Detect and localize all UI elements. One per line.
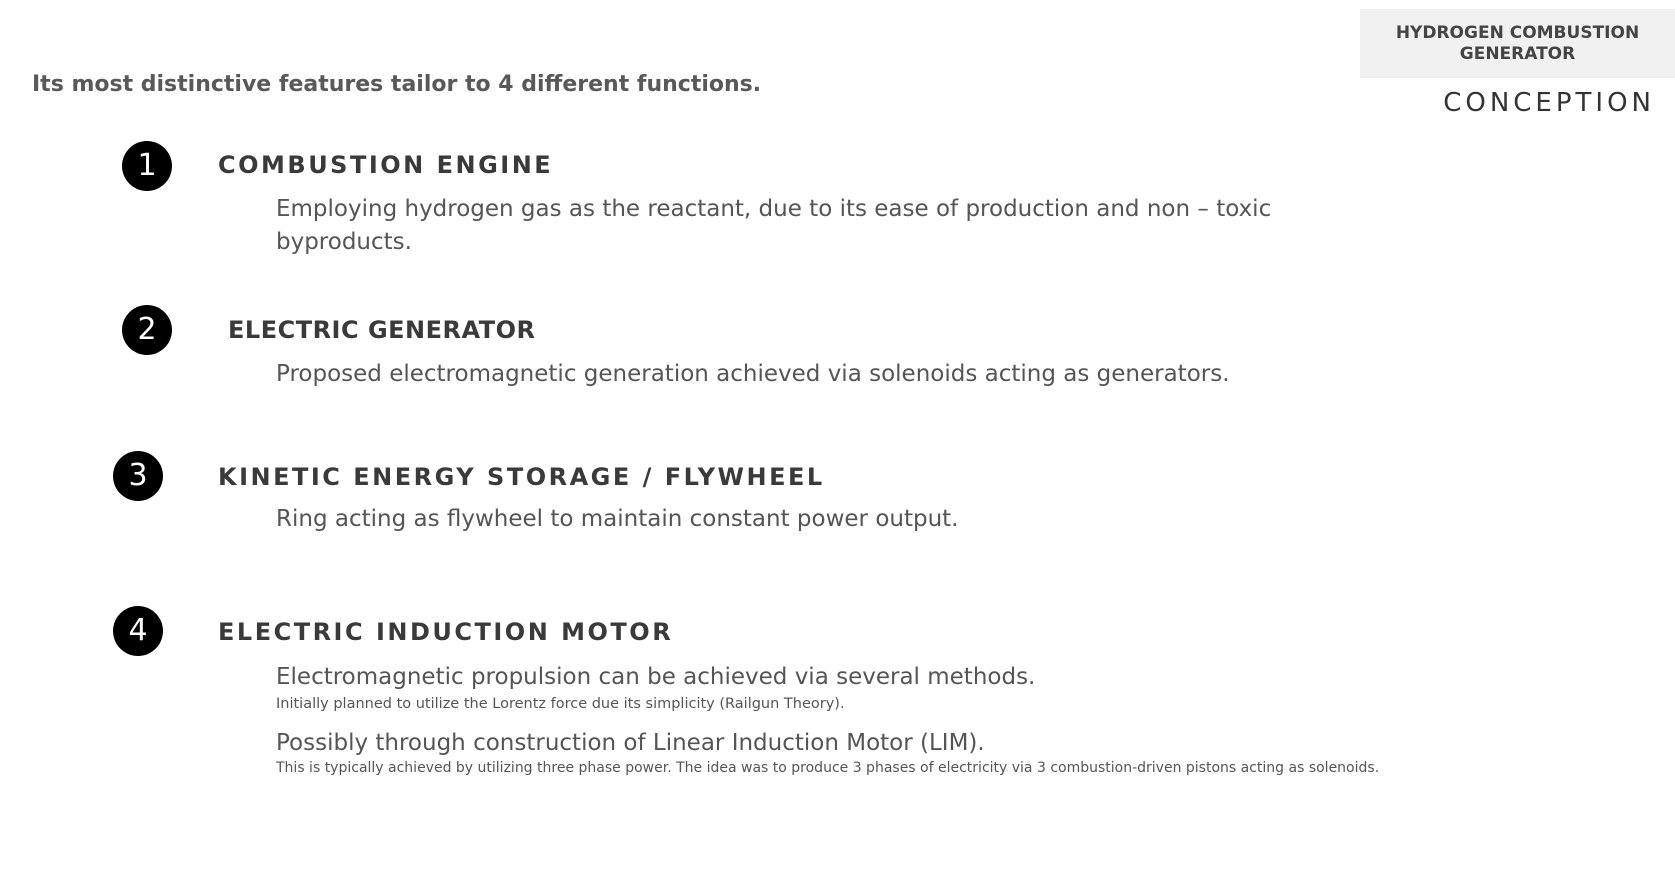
feature-number-4: 4 [113,606,163,656]
feature-description-3: Ring acting as flywheel to maintain constant power output. [276,506,959,532]
feature-description-2: Proposed electromagnetic generation achieved via solenoids acting as generators. [276,361,1230,387]
feature-title-1: COMBUSTION ENGINE [218,151,554,179]
section-label: CONCEPTION [1443,88,1655,118]
document-title: HYDROGEN COMBUSTION GENERATOR [1395,22,1640,64]
feature-description-4b: Possibly through construction of Linear Induction Motor (LIM). [276,730,985,756]
feature-title-2: ELECTRIC GENERATOR [228,316,536,344]
feature-number-2: 2 [122,305,172,355]
feature-title-3: KINETIC ENERGY STORAGE / FLYWHEEL [218,463,825,491]
feature-description-4: Electromagnetic propulsion can be achieved via several methods. [276,664,1036,690]
intro-text: Its most distinctive features tailor to 4 different functions. [32,72,762,97]
feature-number-1: 1 [122,141,172,191]
header-box [1360,9,1675,78]
feature-number-3: 3 [113,451,163,501]
feature-description-1: Employing hydrogen gas as the reactant, due to its ease of production and non – toxic byproducts. [276,196,1272,255]
feature-title-4: ELECTRIC INDUCTION MOTOR [218,618,674,646]
feature-note-4b: This is typically achieved by utilizing three phase power. The idea was to produce 3 phases of electricity via 3 combustion-driven pistons acting as solenoids. [276,760,1380,776]
feature-note-4: Initially planned to utilize the Lorentz force due its simplicity (Railgun Theory). [276,696,845,712]
